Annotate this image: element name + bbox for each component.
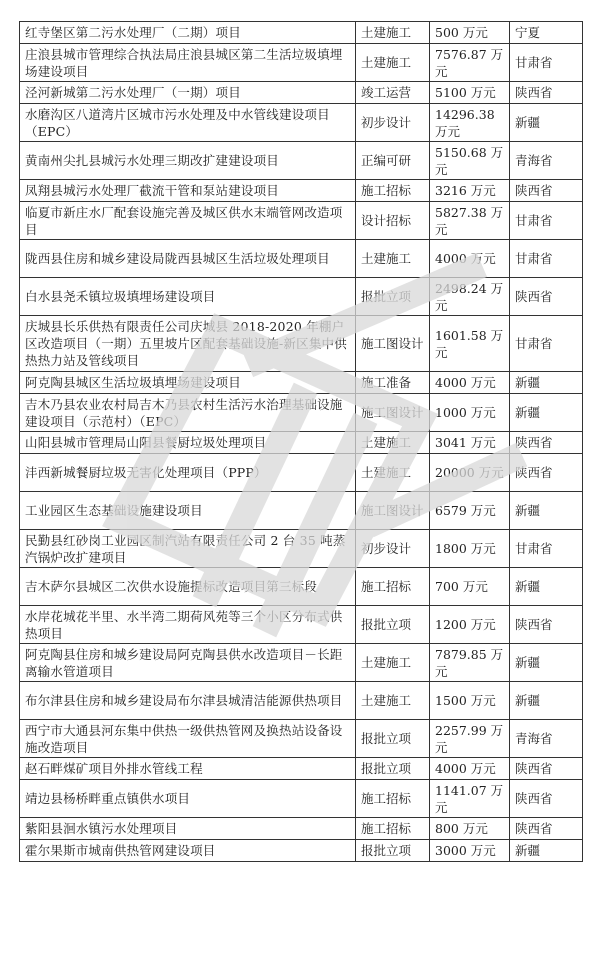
project-name-cell: 阿克陶县城区生活垃圾填埋场建设项目 [20, 372, 356, 394]
project-status-cell: 施工图设计 [356, 316, 430, 372]
project-name-cell: 白水县尧禾镇垃圾填埋场建设项目 [20, 278, 356, 316]
project-name-cell: 阿克陶县住房和城乡建设局阿克陶县供水改造项目－长距离输水管道项目 [20, 644, 356, 682]
project-amount-cell: 7576.87 万元 [430, 44, 510, 82]
project-amount-cell: 4000 万元 [430, 372, 510, 394]
project-amount-cell: 3000 万元 [430, 840, 510, 862]
project-region-cell: 新疆 [510, 372, 583, 394]
project-name-cell: 吉木萨尔县城区二次供水设施提标改造项目第三标段 [20, 568, 356, 606]
table-row [20, 606, 583, 644]
project-status-cell: 土建施工 [356, 240, 430, 278]
table-row [20, 82, 583, 104]
table-row [20, 568, 583, 606]
project-name-cell: 庄浪县城市管理综合执法局庄浪县城区第二生活垃圾填埋场建设项目 [20, 44, 356, 82]
project-status-cell: 设计招标 [356, 202, 430, 240]
project-status-cell: 土建施工 [356, 432, 430, 454]
project-status-cell: 竣工运营 [356, 82, 430, 104]
project-name-cell: 黄南州尖扎县城污水处理三期改扩建建设项目 [20, 142, 356, 180]
project-region-cell: 陕西省 [510, 180, 583, 202]
project-region-cell: 新疆 [510, 840, 583, 862]
project-amount-cell: 2257.99 万元 [430, 720, 510, 758]
project-amount-cell: 4000 万元 [430, 758, 510, 780]
project-status-cell: 初步设计 [356, 104, 430, 142]
project-amount-cell: 5100 万元 [430, 82, 510, 104]
project-amount-cell: 1141.07 万元 [430, 780, 510, 818]
project-amount-cell: 6579 万元 [430, 492, 510, 530]
table-row [20, 142, 583, 180]
project-region-cell: 陕西省 [510, 278, 583, 316]
project-amount-cell: 2498.24 万元 [430, 278, 510, 316]
table-row [20, 840, 583, 862]
table-row [20, 644, 583, 682]
project-status-cell: 土建施工 [356, 22, 430, 44]
table-row [20, 454, 583, 492]
project-name-cell: 水磨沟区八道湾片区城市污水处理及中水管线建设项目（EPC） [20, 104, 356, 142]
project-region-cell: 陕西省 [510, 818, 583, 840]
project-region-cell: 青海省 [510, 142, 583, 180]
project-status-cell: 报批立项 [356, 606, 430, 644]
project-region-cell: 陕西省 [510, 780, 583, 818]
project-status-cell: 正编可研 [356, 142, 430, 180]
table-row [20, 394, 583, 432]
table-row [20, 372, 583, 394]
project-amount-cell: 7879.85 万元 [430, 644, 510, 682]
project-status-cell: 土建施工 [356, 682, 430, 720]
table-row [20, 530, 583, 568]
project-status-cell: 施工图设计 [356, 492, 430, 530]
project-name-cell: 赵石畔煤矿项目外排水管线工程 [20, 758, 356, 780]
project-region-cell: 甘肃省 [510, 530, 583, 568]
project-name-cell: 靖边县杨桥畔重点镇供水项目 [20, 780, 356, 818]
project-region-cell: 新疆 [510, 568, 583, 606]
project-status-cell: 报批立项 [356, 758, 430, 780]
project-status-cell: 施工图设计 [356, 394, 430, 432]
project-status-cell: 报批立项 [356, 840, 430, 862]
table-row [20, 180, 583, 202]
project-name-cell: 沣西新城餐厨垃圾无害化处理项目（PPP） [20, 454, 356, 492]
project-amount-cell: 700 万元 [430, 568, 510, 606]
project-status-cell: 施工招标 [356, 568, 430, 606]
project-region-cell: 新疆 [510, 644, 583, 682]
project-region-cell: 陕西省 [510, 454, 583, 492]
project-name-cell: 紫阳县洄水镇污水处理项目 [20, 818, 356, 840]
project-status-cell: 施工准备 [356, 372, 430, 394]
table-row [20, 278, 583, 316]
project-region-cell: 宁夏 [510, 22, 583, 44]
table-row [20, 316, 583, 372]
project-name-cell: 西宁市大通县河东集中供热一级供热管网及换热站设备设施改造项目 [20, 720, 356, 758]
project-region-cell: 甘肃省 [510, 44, 583, 82]
table-row [20, 818, 583, 840]
table-row [20, 720, 583, 758]
project-name-cell: 民勤县红砂岗工业园区制汽站有限责任公司 2 台 35 吨蒸汽锅炉改扩建项目 [20, 530, 356, 568]
project-status-cell: 土建施工 [356, 644, 430, 682]
table-row [20, 758, 583, 780]
project-status-cell: 施工招标 [356, 818, 430, 840]
table-row [20, 682, 583, 720]
project-name-cell: 水岸花城花半里、水半湾二期荷风苑等三个小区分布式供热项目 [20, 606, 356, 644]
project-amount-cell: 3216 万元 [430, 180, 510, 202]
project-name-cell: 红寺堡区第二污水处理厂（二期）项目 [20, 22, 356, 44]
project-region-cell: 陕西省 [510, 82, 583, 104]
project-status-cell: 土建施工 [356, 454, 430, 492]
table-row [20, 432, 583, 454]
project-region-cell: 陕西省 [510, 758, 583, 780]
project-table-container [19, 21, 582, 862]
project-status-cell: 施工招标 [356, 780, 430, 818]
project-region-cell: 甘肃省 [510, 240, 583, 278]
table-row [20, 492, 583, 530]
project-amount-cell: 1601.58 万元 [430, 316, 510, 372]
project-status-cell: 土建施工 [356, 44, 430, 82]
project-amount-cell: 14296.38 万元 [430, 104, 510, 142]
project-name-cell: 凤翔县城污水处理厂截流干管和泵站建设项目 [20, 180, 356, 202]
project-region-cell: 甘肃省 [510, 202, 583, 240]
project-amount-cell: 3041 万元 [430, 432, 510, 454]
table-row [20, 202, 583, 240]
project-region-cell: 青海省 [510, 720, 583, 758]
project-amount-cell: 1000 万元 [430, 394, 510, 432]
table-row [20, 44, 583, 82]
project-amount-cell: 1200 万元 [430, 606, 510, 644]
table-row [20, 104, 583, 142]
project-amount-cell: 800 万元 [430, 818, 510, 840]
project-name-cell: 陇西县住房和城乡建设局陇西县城区生活垃圾处理项目 [20, 240, 356, 278]
project-name-cell: 临夏市新庄水厂配套设施完善及城区供水末端管网改造项目 [20, 202, 356, 240]
project-name-cell: 泾河新城第二污水处理厂（一期）项目 [20, 82, 356, 104]
project-table-body [20, 22, 583, 862]
project-region-cell: 新疆 [510, 682, 583, 720]
project-region-cell: 陕西省 [510, 606, 583, 644]
project-table [19, 21, 583, 862]
project-amount-cell: 5150.68 万元 [430, 142, 510, 180]
table-row [20, 240, 583, 278]
project-status-cell: 报批立项 [356, 720, 430, 758]
project-amount-cell: 500 万元 [430, 22, 510, 44]
project-region-cell: 陕西省 [510, 432, 583, 454]
project-name-cell: 庆城县长乐供热有限责任公司庆城县 2018-2020 年棚户区改造项目（一期）五里坡片区配套基础设施-新区集中供热热力站及管线项目 [20, 316, 356, 372]
project-status-cell: 施工招标 [356, 180, 430, 202]
project-amount-cell: 20000 万元 [430, 454, 510, 492]
project-name-cell: 霍尔果斯市城南供热管网建设项目 [20, 840, 356, 862]
project-status-cell: 初步设计 [356, 530, 430, 568]
project-amount-cell: 4000 万元 [430, 240, 510, 278]
project-name-cell: 吉木乃县农业农村局吉木乃县农村生活污水治理基础设施建设项目（示范村）（EPC） [20, 394, 356, 432]
project-region-cell: 新疆 [510, 104, 583, 142]
project-name-cell: 山阳县城市管理局山阳县餐厨垃圾处理项目 [20, 432, 356, 454]
project-status-cell: 报批立项 [356, 278, 430, 316]
project-region-cell: 新疆 [510, 394, 583, 432]
project-amount-cell: 5827.38 万元 [430, 202, 510, 240]
project-region-cell: 新疆 [510, 492, 583, 530]
project-name-cell: 布尔津县住房和城乡建设局布尔津县城清洁能源供热项目 [20, 682, 356, 720]
project-name-cell: 工业园区生态基础设施建设项目 [20, 492, 356, 530]
table-row [20, 780, 583, 818]
project-amount-cell: 1500 万元 [430, 682, 510, 720]
project-amount-cell: 1800 万元 [430, 530, 510, 568]
project-region-cell: 甘肃省 [510, 316, 583, 372]
table-row [20, 22, 583, 44]
